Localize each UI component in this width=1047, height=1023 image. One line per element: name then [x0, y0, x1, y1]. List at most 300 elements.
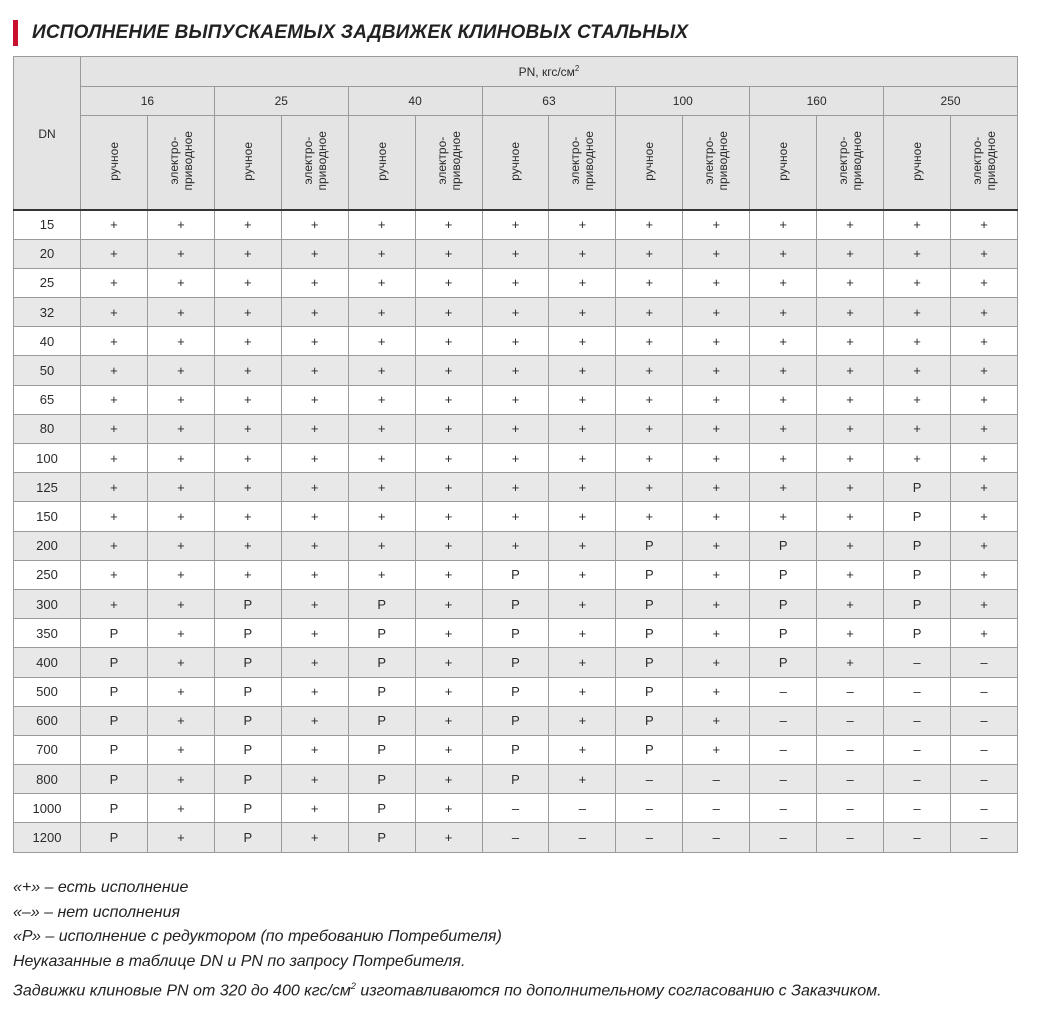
- execution-cell: +: [616, 502, 683, 531]
- type-electric-header-63: [549, 116, 616, 211]
- execution-cell: +: [348, 502, 415, 531]
- execution-cell: +: [147, 385, 214, 414]
- execution-cell: Р: [750, 560, 817, 589]
- title-bar: [13, 20, 688, 46]
- execution-cell: +: [147, 589, 214, 618]
- execution-cell: Р: [214, 677, 281, 706]
- table-row: [14, 677, 1018, 706]
- execution-cell: +: [549, 327, 616, 356]
- execution-cell: +: [683, 356, 750, 385]
- execution-cell: +: [817, 356, 884, 385]
- execution-cell: +: [616, 298, 683, 327]
- execution-cell: +: [147, 735, 214, 764]
- legend-note-high-pressure: [13, 974, 882, 1004]
- dn-cell: 40: [14, 327, 81, 356]
- execution-cell: +: [683, 414, 750, 443]
- execution-cell: +: [415, 502, 482, 531]
- execution-cell: +: [348, 531, 415, 560]
- execution-cell: +: [549, 677, 616, 706]
- execution-cell: +: [616, 239, 683, 268]
- execution-cell: +: [549, 619, 616, 648]
- execution-cell: –: [616, 765, 683, 794]
- execution-cell: +: [549, 589, 616, 618]
- execution-cell: +: [281, 735, 348, 764]
- execution-cell: +: [683, 619, 750, 648]
- execution-cell: +: [147, 765, 214, 794]
- execution-cell: +: [214, 356, 281, 385]
- table-row: [14, 765, 1018, 794]
- table-row: [14, 210, 1018, 239]
- execution-cell: +: [549, 502, 616, 531]
- execution-cell: Р: [482, 706, 549, 735]
- legend-note-high-pressure-a: Задвижки клиновые PN от 320 до 400 кгс/см: [13, 982, 351, 1000]
- execution-cell: Р: [348, 735, 415, 764]
- execution-cell: +: [549, 706, 616, 735]
- execution-cell: –: [950, 735, 1017, 764]
- type-manual-header-250: [884, 116, 951, 211]
- execution-cell: +: [683, 473, 750, 502]
- execution-cell: +: [950, 268, 1017, 297]
- execution-cell: +: [683, 327, 750, 356]
- execution-cell: Р: [81, 765, 148, 794]
- execution-cell: Р: [616, 735, 683, 764]
- dn-cell: 800: [14, 765, 81, 794]
- dn-cell: 350: [14, 619, 81, 648]
- execution-cell: –: [950, 706, 1017, 735]
- execution-cell: +: [81, 327, 148, 356]
- execution-cell: +: [415, 677, 482, 706]
- execution-cell: +: [750, 502, 817, 531]
- execution-cell: +: [616, 268, 683, 297]
- execution-cell: +: [884, 385, 951, 414]
- execution-cell: +: [884, 356, 951, 385]
- execution-cell: +: [817, 473, 884, 502]
- execution-cell: +: [281, 473, 348, 502]
- execution-cell: +: [683, 706, 750, 735]
- execution-cell: –: [817, 823, 884, 852]
- legend-note-high-pressure-sup: 2: [350, 981, 356, 991]
- execution-cell: Р: [616, 560, 683, 589]
- execution-cell: +: [348, 239, 415, 268]
- execution-cell: +: [817, 414, 884, 443]
- dn-cell: 150: [14, 502, 81, 531]
- execution-cell: Р: [482, 648, 549, 677]
- type-manual-header-160: [750, 116, 817, 211]
- legend-reducer: «Р» – исполнение с редуктором (по требованию Потребителя): [13, 928, 502, 945]
- execution-cell: +: [415, 327, 482, 356]
- execution-cell: +: [549, 414, 616, 443]
- execution-cell: +: [415, 239, 482, 268]
- execution-cell: –: [616, 794, 683, 823]
- execution-cell: +: [348, 210, 415, 239]
- execution-cell: Р: [214, 794, 281, 823]
- execution-cell: +: [549, 765, 616, 794]
- table-row: [14, 648, 1018, 677]
- execution-cell: +: [415, 444, 482, 473]
- execution-cell: +: [147, 502, 214, 531]
- execution-cell: +: [549, 473, 616, 502]
- execution-cell: +: [616, 444, 683, 473]
- execution-cell: +: [281, 239, 348, 268]
- type-electric-label: электро- приводное: [702, 131, 731, 191]
- type-manual-header-25: [214, 116, 281, 211]
- execution-cell: +: [950, 239, 1017, 268]
- execution-cell: +: [415, 531, 482, 560]
- table-row: [14, 735, 1018, 764]
- dn-cell: 15: [14, 210, 81, 239]
- execution-cell: +: [415, 735, 482, 764]
- execution-cell: +: [147, 268, 214, 297]
- execution-cell: +: [81, 531, 148, 560]
- table-row: [14, 414, 1018, 443]
- table-row: [14, 444, 1018, 473]
- execution-cell: Р: [214, 765, 281, 794]
- execution-cell: +: [281, 356, 348, 385]
- execution-cell: +: [415, 298, 482, 327]
- execution-cell: +: [147, 239, 214, 268]
- execution-cell: +: [683, 444, 750, 473]
- dn-cell: 125: [14, 473, 81, 502]
- execution-cell: +: [214, 502, 281, 531]
- execution-cell: +: [348, 327, 415, 356]
- execution-cell: +: [281, 589, 348, 618]
- execution-cell: +: [549, 356, 616, 385]
- table-body: [14, 210, 1018, 852]
- execution-cell: Р: [214, 735, 281, 764]
- execution-cell: +: [884, 414, 951, 443]
- execution-cell: +: [817, 560, 884, 589]
- execution-cell: +: [482, 298, 549, 327]
- table-row: [14, 619, 1018, 648]
- execution-cell: +: [348, 298, 415, 327]
- type-electric-label: электро- приводное: [969, 131, 998, 191]
- execution-cell: +: [415, 589, 482, 618]
- execution-cell: +: [214, 210, 281, 239]
- type-electric-header-25: [281, 116, 348, 211]
- execution-cell: +: [616, 473, 683, 502]
- execution-cell: +: [549, 385, 616, 414]
- execution-cell: +: [81, 414, 148, 443]
- execution-cell: +: [549, 268, 616, 297]
- execution-cell: Р: [81, 648, 148, 677]
- execution-cell: Р: [81, 823, 148, 852]
- type-manual-header-63: [482, 116, 549, 211]
- execution-cell: +: [549, 648, 616, 677]
- table-row: [14, 268, 1018, 297]
- execution-cell: +: [616, 210, 683, 239]
- execution-cell: +: [549, 560, 616, 589]
- execution-cell: –: [750, 794, 817, 823]
- type-electric-label: электро- приводное: [568, 131, 597, 191]
- execution-cell: +: [817, 648, 884, 677]
- dn-cell: 700: [14, 735, 81, 764]
- execution-cell: +: [750, 268, 817, 297]
- execution-cell: +: [817, 531, 884, 560]
- execution-cell: Р: [884, 502, 951, 531]
- execution-cell: +: [683, 648, 750, 677]
- execution-cell: Р: [214, 589, 281, 618]
- execution-cell: Р: [81, 794, 148, 823]
- execution-cell: Р: [348, 648, 415, 677]
- execution-cell: +: [147, 327, 214, 356]
- execution-cell: +: [147, 210, 214, 239]
- execution-cell: +: [415, 706, 482, 735]
- execution-cell: –: [950, 794, 1017, 823]
- execution-cell: +: [147, 823, 214, 852]
- execution-cell: Р: [884, 560, 951, 589]
- execution-cell: +: [884, 239, 951, 268]
- table-row: [14, 356, 1018, 385]
- type-manual-header-40: [348, 116, 415, 211]
- execution-cell: +: [214, 327, 281, 356]
- execution-cell: +: [683, 589, 750, 618]
- execution-cell: +: [81, 298, 148, 327]
- execution-cell: +: [750, 239, 817, 268]
- execution-cell: Р: [81, 706, 148, 735]
- execution-cell: +: [147, 298, 214, 327]
- execution-cell: +: [81, 444, 148, 473]
- execution-cell: Р: [214, 619, 281, 648]
- execution-cell: +: [415, 210, 482, 239]
- execution-cell: +: [750, 298, 817, 327]
- execution-cell: +: [482, 239, 549, 268]
- execution-cell: +: [281, 794, 348, 823]
- execution-cell: Р: [616, 706, 683, 735]
- execution-cell: +: [482, 444, 549, 473]
- dn-cell: 250: [14, 560, 81, 589]
- valve-execution-table: [13, 56, 1018, 853]
- table-row: [14, 473, 1018, 502]
- execution-cell: +: [415, 765, 482, 794]
- execution-cell: +: [81, 560, 148, 589]
- execution-cell: +: [950, 473, 1017, 502]
- execution-cell: –: [750, 823, 817, 852]
- execution-cell: +: [817, 327, 884, 356]
- execution-cell: –: [817, 706, 884, 735]
- pressure-header-16: 16: [81, 87, 215, 116]
- execution-cell: +: [214, 444, 281, 473]
- execution-cell: +: [147, 531, 214, 560]
- execution-cell: +: [415, 356, 482, 385]
- execution-cell: +: [348, 444, 415, 473]
- execution-cell: +: [884, 298, 951, 327]
- execution-cell: –: [884, 677, 951, 706]
- dn-header: DN: [14, 57, 81, 211]
- execution-cell: +: [950, 502, 1017, 531]
- execution-cell: +: [214, 531, 281, 560]
- execution-cell: –: [549, 794, 616, 823]
- execution-cell: +: [549, 298, 616, 327]
- execution-cell: –: [884, 794, 951, 823]
- execution-cell: +: [549, 210, 616, 239]
- execution-cell: +: [214, 473, 281, 502]
- execution-cell: +: [950, 414, 1017, 443]
- execution-cell: +: [81, 502, 148, 531]
- execution-cell: +: [147, 619, 214, 648]
- execution-cell: –: [750, 735, 817, 764]
- execution-cell: Р: [616, 619, 683, 648]
- execution-cell: –: [950, 823, 1017, 852]
- execution-cell: Р: [482, 677, 549, 706]
- dn-cell: 80: [14, 414, 81, 443]
- execution-cell: +: [415, 794, 482, 823]
- execution-cell: –: [683, 823, 750, 852]
- dn-cell: 300: [14, 589, 81, 618]
- execution-cell: +: [817, 619, 884, 648]
- execution-cell: Р: [81, 677, 148, 706]
- execution-cell: +: [950, 560, 1017, 589]
- execution-cell: Р: [348, 706, 415, 735]
- execution-cell: +: [147, 677, 214, 706]
- execution-cell: +: [281, 531, 348, 560]
- execution-cell: Р: [482, 735, 549, 764]
- execution-cell: Р: [214, 823, 281, 852]
- execution-cell: +: [482, 210, 549, 239]
- page-title: ИСПОЛНЕНИЕ ВЫПУСКАЕМЫХ ЗАДВИЖЕК КЛИНОВЫХ СТАЛЬНЫХ: [32, 22, 689, 43]
- execution-cell: +: [214, 239, 281, 268]
- type-manual-header-16: [81, 116, 148, 211]
- execution-cell: –: [817, 735, 884, 764]
- legend-plus: «+» – есть исполнение: [13, 879, 189, 896]
- execution-cell: +: [281, 327, 348, 356]
- dn-cell: 500: [14, 677, 81, 706]
- execution-cell: –: [817, 765, 884, 794]
- execution-cell: +: [147, 706, 214, 735]
- execution-cell: Р: [214, 648, 281, 677]
- execution-cell: Р: [482, 619, 549, 648]
- execution-cell: –: [884, 823, 951, 852]
- pressure-header-250: 250: [884, 87, 1018, 116]
- table-row: [14, 823, 1018, 852]
- execution-cell: +: [549, 735, 616, 764]
- pressure-header-100: 100: [616, 87, 750, 116]
- execution-cell: +: [884, 268, 951, 297]
- execution-cell: +: [482, 327, 549, 356]
- execution-cell: –: [683, 794, 750, 823]
- execution-cell: Р: [884, 589, 951, 618]
- execution-cell: +: [81, 239, 148, 268]
- execution-cell: +: [281, 414, 348, 443]
- legend-dash: «–» – нет исполнения: [13, 903, 181, 921]
- execution-cell: Р: [616, 648, 683, 677]
- type-manual-label: ручное: [508, 141, 523, 181]
- execution-cell: +: [81, 385, 148, 414]
- execution-cell: +: [415, 823, 482, 852]
- execution-cell: +: [817, 502, 884, 531]
- type-manual-label: ручное: [106, 141, 121, 181]
- execution-cell: +: [281, 765, 348, 794]
- type-manual-label: ручное: [642, 141, 657, 181]
- execution-cell: +: [482, 414, 549, 443]
- execution-cell: +: [281, 823, 348, 852]
- execution-cell: +: [81, 356, 148, 385]
- execution-cell: +: [482, 531, 549, 560]
- execution-cell: +: [348, 356, 415, 385]
- execution-cell: +: [81, 268, 148, 297]
- type-electric-label: электро- приводное: [836, 131, 865, 191]
- execution-cell: +: [884, 327, 951, 356]
- title-accent-bar: [13, 20, 18, 46]
- execution-cell: –: [817, 794, 884, 823]
- execution-cell: +: [817, 268, 884, 297]
- execution-cell: Р: [616, 589, 683, 618]
- execution-cell: +: [950, 327, 1017, 356]
- table-header: [14, 57, 1018, 211]
- execution-cell: +: [950, 298, 1017, 327]
- table-row: [14, 327, 1018, 356]
- execution-cell: +: [147, 414, 214, 443]
- execution-cell: +: [884, 210, 951, 239]
- execution-cell: +: [281, 677, 348, 706]
- execution-cell: +: [950, 444, 1017, 473]
- execution-cell: Р: [348, 619, 415, 648]
- execution-cell: Р: [750, 531, 817, 560]
- execution-cell: +: [817, 444, 884, 473]
- execution-cell: Р: [616, 677, 683, 706]
- execution-cell: +: [281, 298, 348, 327]
- legend: [13, 876, 882, 1004]
- execution-cell: +: [147, 794, 214, 823]
- table-row: [14, 239, 1018, 268]
- execution-cell: –: [750, 677, 817, 706]
- table-row: [14, 560, 1018, 589]
- execution-cell: Р: [348, 794, 415, 823]
- execution-cell: –: [683, 765, 750, 794]
- execution-cell: Р: [750, 589, 817, 618]
- execution-cell: +: [884, 444, 951, 473]
- execution-cell: +: [683, 531, 750, 560]
- execution-cell: –: [884, 648, 951, 677]
- execution-cell: +: [81, 473, 148, 502]
- dn-cell: 400: [14, 648, 81, 677]
- execution-cell: +: [147, 356, 214, 385]
- execution-cell: +: [281, 268, 348, 297]
- execution-cell: +: [415, 473, 482, 502]
- execution-cell: +: [415, 619, 482, 648]
- execution-cell: Р: [81, 619, 148, 648]
- pn-header-label: PN, кгс/см: [518, 65, 575, 79]
- pn-header: [81, 57, 1018, 87]
- execution-cell: +: [683, 298, 750, 327]
- dn-cell: 100: [14, 444, 81, 473]
- execution-cell: +: [415, 560, 482, 589]
- execution-cell: –: [817, 677, 884, 706]
- execution-cell: +: [281, 706, 348, 735]
- legend-note-unspecified: Неуказанные в таблице DN и PN по запросу Потребителя.: [13, 952, 466, 970]
- execution-cell: –: [884, 735, 951, 764]
- execution-cell: +: [147, 473, 214, 502]
- execution-cell: +: [482, 473, 549, 502]
- header-row-pressures: [14, 87, 1018, 116]
- execution-cell: +: [817, 589, 884, 618]
- execution-cell: +: [750, 385, 817, 414]
- execution-cell: +: [281, 560, 348, 589]
- dn-cell: 50: [14, 356, 81, 385]
- execution-cell: +: [683, 560, 750, 589]
- execution-cell: +: [348, 385, 415, 414]
- execution-cell: +: [616, 385, 683, 414]
- execution-cell: +: [214, 560, 281, 589]
- table-row: [14, 706, 1018, 735]
- execution-cell: –: [950, 648, 1017, 677]
- execution-cell: +: [348, 268, 415, 297]
- type-electric-header-100: [683, 116, 750, 211]
- execution-cell: +: [214, 268, 281, 297]
- type-manual-header-100: [616, 116, 683, 211]
- execution-cell: +: [348, 560, 415, 589]
- execution-cell: +: [616, 414, 683, 443]
- pressure-header-63: 63: [482, 87, 616, 116]
